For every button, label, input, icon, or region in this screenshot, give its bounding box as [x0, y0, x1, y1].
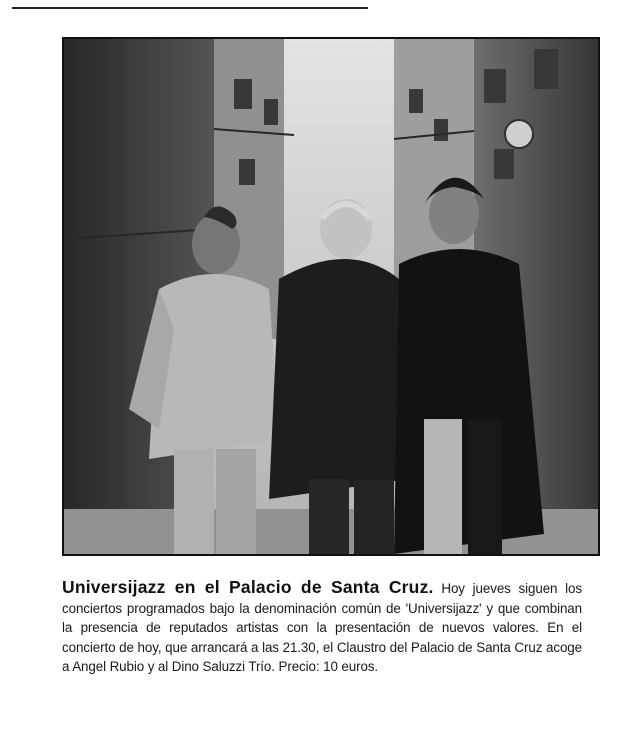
caption-body: Hoy jueves siguen los conciertos programados bajo la denominación común de 'Universijazz' y que combinan la presencia de reputados artistas con la presentación de nuevos valores. En el concierto de hoy, que arrancará a las 21.30, el Claustro del Palacio de Santa Cruz acoge a Angel Rubio y al Dino Saluzzi Trío. Precio: 10 euros. [62, 581, 582, 674]
news-photo [62, 37, 600, 556]
photo-caption [62, 578, 582, 677]
top-rule [12, 7, 368, 9]
caption-headline: Universijazz en el Palacio de Santa Cruz. [62, 577, 434, 597]
photo-three-men-in-street [64, 39, 598, 554]
